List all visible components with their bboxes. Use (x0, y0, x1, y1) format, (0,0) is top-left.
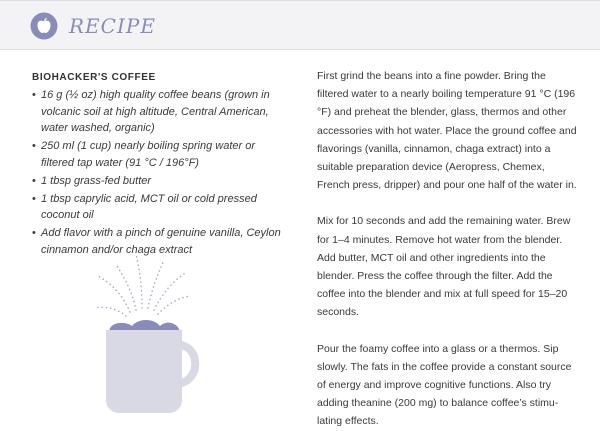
ingredient-list (32, 87, 287, 258)
ingredient-item: • 16 g (½ oz) high quality coffee beans (grown in volcanic soil at high altitude, Central American, water washed, organic) (32, 89, 270, 134)
ingredient-text: 250 ml (1 cup) nearly boiling spring water or filtered tap water (91 °C / 196°F) (41, 140, 255, 169)
ingredient-text: Add flavor with a pinch of genuine vanilla, Ceylon cinnamon and/or chaga extract (41, 227, 281, 256)
ingredient-item: • Add flavor with a pinch of genuine vanilla, Ceylon cinnamon and/or chaga extract (32, 227, 281, 256)
ingredient-text: 1 tbsp grass-fed butter (41, 174, 152, 187)
coffee-mug-illustration (80, 250, 220, 415)
page-header (0, 0, 600, 50)
ingredients-column (32, 72, 287, 260)
ingredient-text: 16 g (½ oz) high quality coffee beans (grown in volcanic soil at high altitude, Central American, water washed, organic) (41, 89, 270, 134)
ingredient-item: • 1 tbsp grass-fed butter (32, 174, 152, 187)
ingredient-item: • 250 ml (1 cup) nearly boiling spring water or filtered tap water (91 °C / 196°F) (32, 140, 255, 169)
recipe-title: BIOHACKER'S COFFEE (32, 72, 156, 83)
instruction-paragraph: Mix for 10 seconds and add the remaining water. Brew for 1–4 minutes. Remove hot water from the blender. Add butter, MCT oil and other ingredients into the blender. Press the coffee through the filter. Add the coffee into the blender and mix at full speed for 15–20 seconds. (317, 215, 571, 319)
header-title: RECIPE (69, 14, 156, 38)
apple-icon (30, 12, 58, 40)
ingredient-item: • 1 tbsp caprylic acid, MCT oil or cold pressed coconut oil (32, 192, 257, 221)
ingredient-text: 1 tbsp caprylic acid, MCT oil or cold pressed coconut oil (41, 192, 257, 221)
instruction-paragraph: First grind the beans into a fine powder. Bring the filtered water to a nearly boiling temperature 91 °C (196 °F) and preheat the blender, glass, thermos and other accessories with hot water. Place the ground coffee and flavorings (vanilla, cinnamon, chaga extract) into a suitable preparation device (Aeropress, Chemex, French press, dripper) and pour one half of the water in. (317, 70, 577, 192)
instruction-paragraph: Pour the foamy coffee into a glass or a thermos. Sip slowly. The fats in the coffee provide a constant source of energy and improve cognitive functions. Also try adding theanine (200 mg) to balance coffee’s stimulating effects. (317, 342, 572, 428)
instructions-column (317, 67, 579, 431)
coffee-mug-icon (80, 250, 220, 415)
